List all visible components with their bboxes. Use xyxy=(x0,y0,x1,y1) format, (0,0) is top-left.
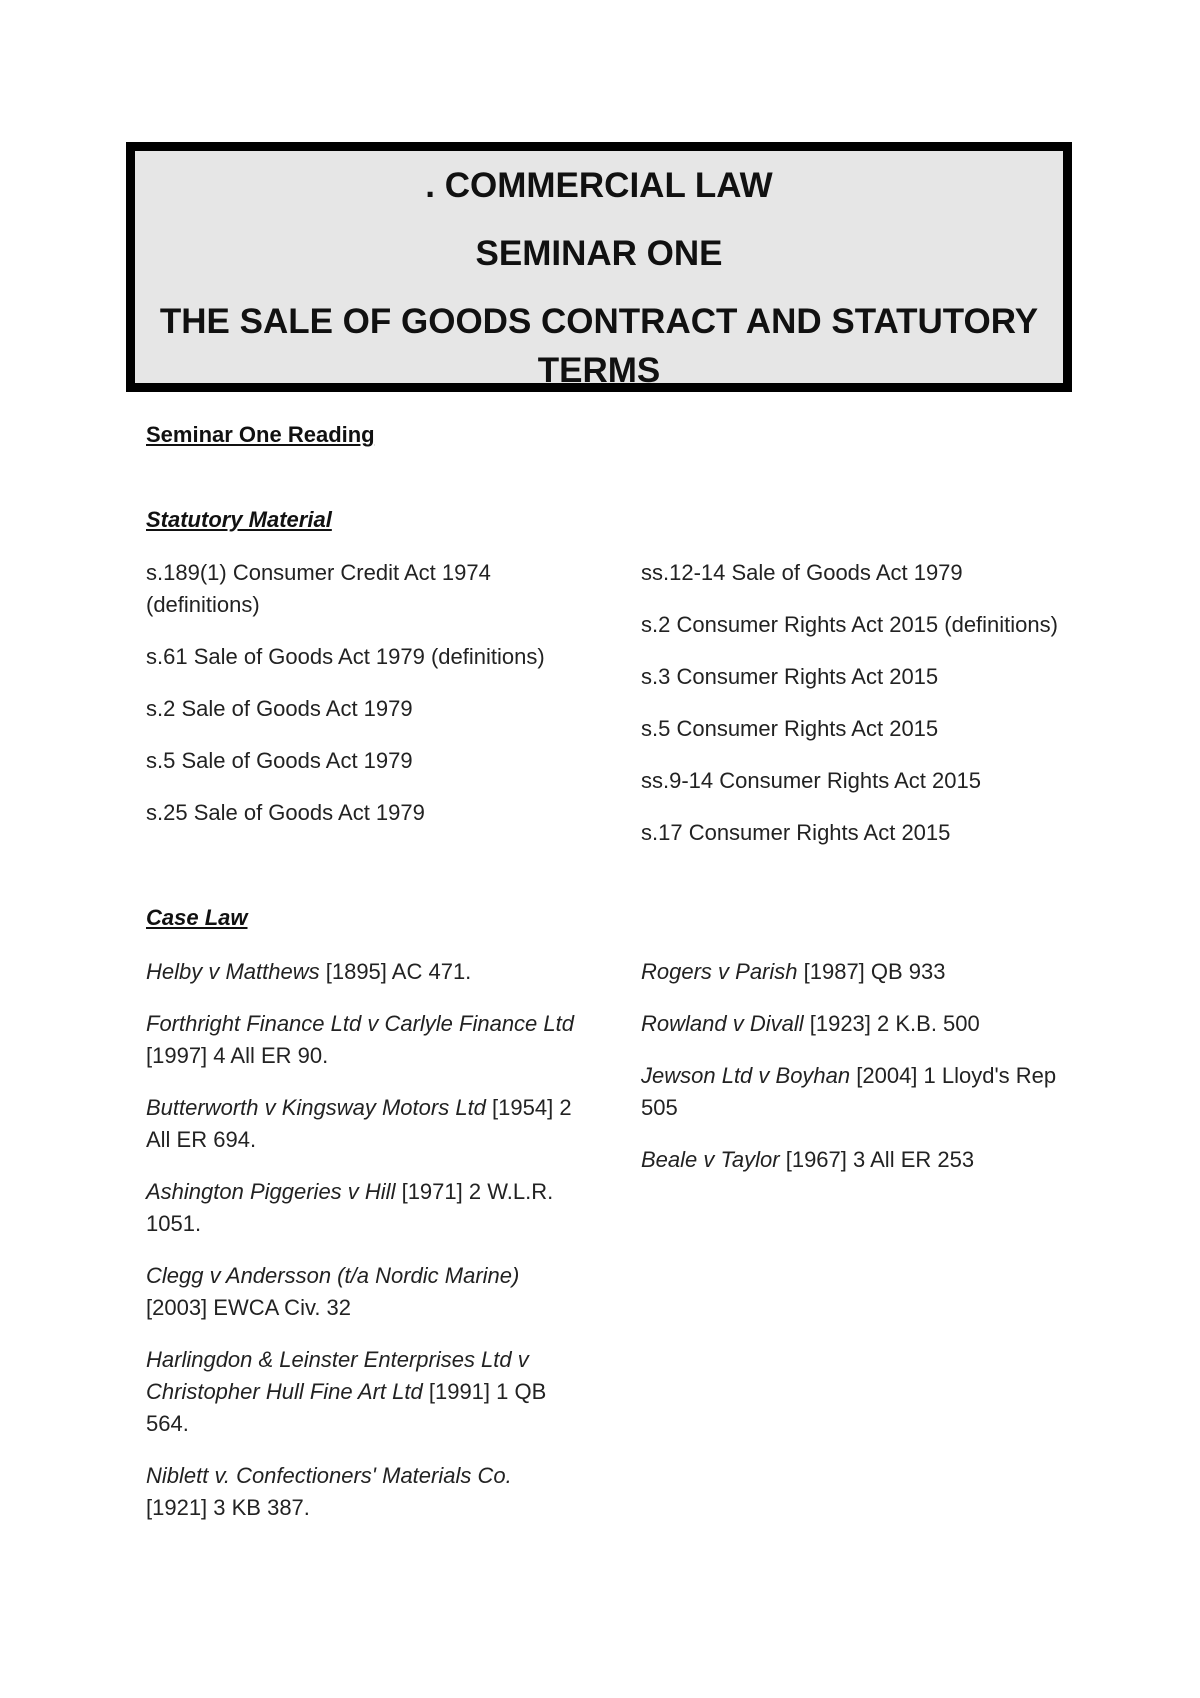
case-item xyxy=(641,1060,1061,1124)
case-name: Harlingdon & Leinster Enterprises Ltd v Christopher Hull Fine Art Ltd xyxy=(146,1347,529,1404)
seminar-title: SEMINAR ONE xyxy=(475,234,723,273)
statute-item: s.25 Sale of Goods Act 1979 xyxy=(146,800,425,825)
cases-right-list xyxy=(641,956,1061,1196)
statute-item: s.5 Sale of Goods Act 1979 xyxy=(146,748,413,773)
statute-item: s.189(1) Consumer Credit Act 1974 (definitions) xyxy=(146,560,491,617)
course-title: . COMMERCIAL LAW xyxy=(425,166,773,205)
case-item xyxy=(146,1260,576,1324)
statute-item: s.3 Consumer Rights Act 2015 xyxy=(641,664,939,689)
case-item xyxy=(146,1008,576,1072)
reading-heading: Seminar One Reading xyxy=(146,422,375,447)
case-name: Forthright Finance Ltd v Carlyle Finance Ltd xyxy=(146,1011,574,1036)
seminar-subtitle: THE SALE OF GOODS CONTRACT AND STATUTORY TERMS xyxy=(159,302,1039,390)
case-citation: [1971] 2 W.L.R. 1051. xyxy=(146,1179,554,1236)
case-name: Helby v Matthews xyxy=(146,959,320,984)
case-citation: [1923] 2 K.B. 500 xyxy=(803,1011,980,1036)
case-name: Butterworth v Kingsway Motors Ltd xyxy=(146,1095,486,1120)
statute-item: s.2 Consumer Rights Act 2015 (definitions) xyxy=(641,612,1058,637)
case-citation: [1987] QB 933 xyxy=(797,959,946,984)
case-citation: [1921] 3 KB 387. xyxy=(146,1495,310,1520)
case-item xyxy=(146,1460,576,1524)
case-item xyxy=(146,1344,576,1440)
case-citation: [1954] 2 All ER 694. xyxy=(146,1095,572,1152)
statutory-left-list xyxy=(146,557,576,849)
case-name: Jewson Ltd v Boyhan xyxy=(641,1063,851,1088)
case-citation: [2004] 1 Lloyd's Rep 505 xyxy=(641,1063,1057,1120)
case-citation: [1991] 1 QB 564. xyxy=(146,1379,547,1436)
case-name: Rogers v Parish xyxy=(641,959,798,984)
title-box xyxy=(126,142,1072,392)
case-citation: [1895] AC 471. xyxy=(319,959,472,984)
statutory-heading: Statutory Material xyxy=(146,507,332,532)
case-item xyxy=(146,956,576,988)
case-name: Clegg v Andersson (t/a Nordic Marine) xyxy=(146,1263,520,1288)
case-citation: [1967] 3 All ER 253 xyxy=(779,1147,975,1172)
cases-left-list xyxy=(146,956,576,1544)
statute-item: ss.12-14 Sale of Goods Act 1979 xyxy=(641,560,963,585)
statutory-right-list xyxy=(641,557,1061,869)
case-item xyxy=(146,1176,576,1240)
statute-item: s.61 Sale of Goods Act 1979 (definitions) xyxy=(146,644,545,669)
case-item xyxy=(641,1008,1061,1040)
case-law-heading: Case Law xyxy=(146,905,248,930)
case-item xyxy=(641,1144,1061,1176)
statute-item: s.17 Consumer Rights Act 2015 xyxy=(641,820,951,845)
case-item xyxy=(641,956,1061,988)
case-name: Beale v Taylor xyxy=(641,1147,780,1172)
case-item xyxy=(146,1092,576,1156)
case-name: Ashington Piggeries v Hill xyxy=(146,1179,396,1204)
case-name: Niblett v. Confectioners' Materials Co. xyxy=(146,1463,512,1488)
case-citation: [2003] EWCA Civ. 32 xyxy=(146,1295,352,1320)
statute-item: s.5 Consumer Rights Act 2015 xyxy=(641,716,939,741)
case-name: Rowland v Divall xyxy=(641,1011,804,1036)
case-citation: [1997] 4 All ER 90. xyxy=(146,1043,329,1068)
statute-item: ss.9-14 Consumer Rights Act 2015 xyxy=(641,768,981,793)
statute-item: s.2 Sale of Goods Act 1979 xyxy=(146,696,413,721)
